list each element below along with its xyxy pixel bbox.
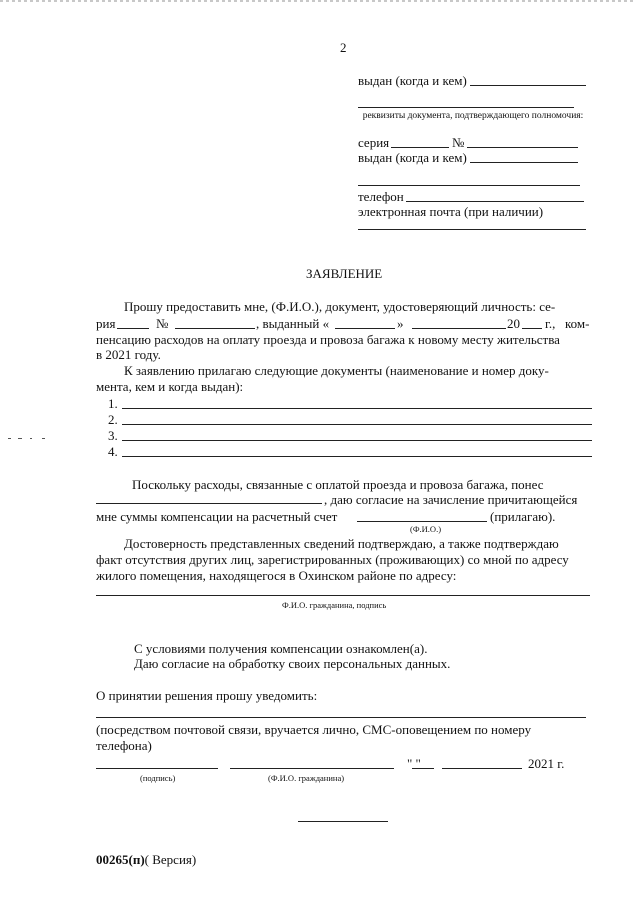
p5-line2: Даю согласие на обработку своих персональных данных. (134, 656, 451, 671)
list-item-field[interactable] (122, 456, 592, 457)
p2-line2: мента, кем и когда выдан): (96, 379, 244, 394)
p4-line1: Достоверность представленных сведений подтверждаю, а также подтверждаю (124, 536, 559, 551)
p1-number-label: № (156, 316, 169, 331)
p3-line1: Поскольку расходы, связанные с оплатой проезда и провоза багажа, понес (132, 477, 544, 492)
list-item-number: 2. (108, 412, 118, 427)
p1-end: ком- (565, 316, 590, 331)
phone-field[interactable] (406, 201, 584, 202)
page-number: 2 (340, 40, 347, 55)
p1-issued-label: , выданный « (256, 316, 330, 331)
proxy-doc-field[interactable] (358, 107, 574, 108)
date-quotes: " " (407, 756, 421, 771)
issued-field[interactable] (470, 85, 586, 86)
number-label: № (452, 135, 465, 150)
date-day-field[interactable] (412, 768, 434, 769)
p3-line3-end: (прилагаю). (490, 509, 556, 524)
sign-caption: Ф.И.О. гражданина, подпись (282, 600, 387, 610)
p1-series-label: рия (96, 316, 116, 331)
p1-year-field[interactable] (522, 328, 542, 329)
p1-year-prefix: 20 (507, 316, 520, 331)
document-title: ЗАЯВЛЕНИЕ (306, 266, 383, 281)
footer-code (96, 852, 196, 867)
citizen-fio-caption: (Ф.И.О. гражданина) (268, 773, 345, 783)
p1-quote-close: » (397, 316, 404, 331)
form-version: ( Версия) (144, 852, 197, 867)
footer-separator (298, 821, 388, 822)
notify-field[interactable] (96, 717, 586, 718)
p7-line2: телефона) (96, 738, 152, 753)
scan-speck (30, 438, 32, 439)
issued-label: выдан (когда и кем) (358, 73, 467, 88)
proxy-doc-caption: реквизиты документа, подтверждающего полномочия: (362, 111, 584, 121)
p3-line2: , даю согласие на зачисление причитающейся (324, 492, 578, 507)
scan-speck (42, 438, 45, 439)
scan-speck (18, 438, 22, 439)
date-year: 2021 г. (528, 756, 565, 771)
p1-month-field[interactable] (412, 328, 506, 329)
form-code: 00265(п) (96, 852, 145, 867)
p1-series-field[interactable] (117, 328, 149, 329)
p1-number-field[interactable] (175, 328, 255, 329)
issued-label-2: выдан (когда и кем) (358, 150, 467, 165)
p1-line3: пенсацию расходов на оплату проезда и провоза багажа к новому месту жительства (96, 332, 560, 347)
p4-line2: факт отсутствия других лиц, зарегистрированных (проживающих) со мной по адресу (96, 552, 569, 567)
p1-line4: в 2021 году. (96, 347, 161, 362)
p5-line1: С условиями получения компенсации ознакомлен(а). (134, 641, 428, 656)
series-field[interactable] (391, 147, 449, 148)
signature-field[interactable] (96, 768, 218, 769)
number-field[interactable] (467, 147, 578, 148)
phone-label: телефон (358, 189, 404, 204)
list-item-field[interactable] (122, 440, 592, 441)
p1-date-field[interactable] (335, 328, 395, 329)
p3-fio-field[interactable] (96, 503, 322, 504)
date-month-field[interactable] (442, 768, 522, 769)
email-field[interactable] (358, 229, 586, 230)
p4-line3: жилого помещения, находящегося в Охинском районе по адресу: (96, 568, 457, 583)
notify-label: О принятии решения прошу уведомить: (96, 688, 318, 703)
p2-line1: К заявлению прилагаю следующие документы (наименование и номер доку- (124, 363, 549, 378)
fio-caption: (Ф.И.О.) (410, 524, 442, 534)
series-label: серия (358, 135, 390, 150)
list-item-number: 3. (108, 428, 118, 443)
p1-g: г., (545, 316, 556, 331)
list-item-field[interactable] (122, 424, 592, 425)
email-label: электронная почта (при наличии) (358, 204, 544, 219)
issued-field-2[interactable] (470, 162, 578, 163)
p7-line1: (посредством почтовой связи, вручается лично, СМС-оповещением по номеру (96, 722, 532, 737)
signature-caption: (подпись) (140, 773, 176, 783)
citizen-fio-field[interactable] (230, 768, 394, 769)
scan-speck (8, 438, 11, 439)
list-item-number: 4. (108, 444, 118, 459)
p1-line1: Прошу предоставить мне, (Ф.И.О.), документ, удостоверяющий личность: се- (124, 299, 556, 314)
list-item-field[interactable] (122, 408, 592, 409)
address-field[interactable] (96, 595, 590, 596)
p3-line3: мне суммы компенсации на расчетный счет (96, 509, 338, 524)
blank-line[interactable] (358, 185, 580, 186)
scan-edge (0, 0, 634, 2)
list-item-number: 1. (108, 396, 118, 411)
